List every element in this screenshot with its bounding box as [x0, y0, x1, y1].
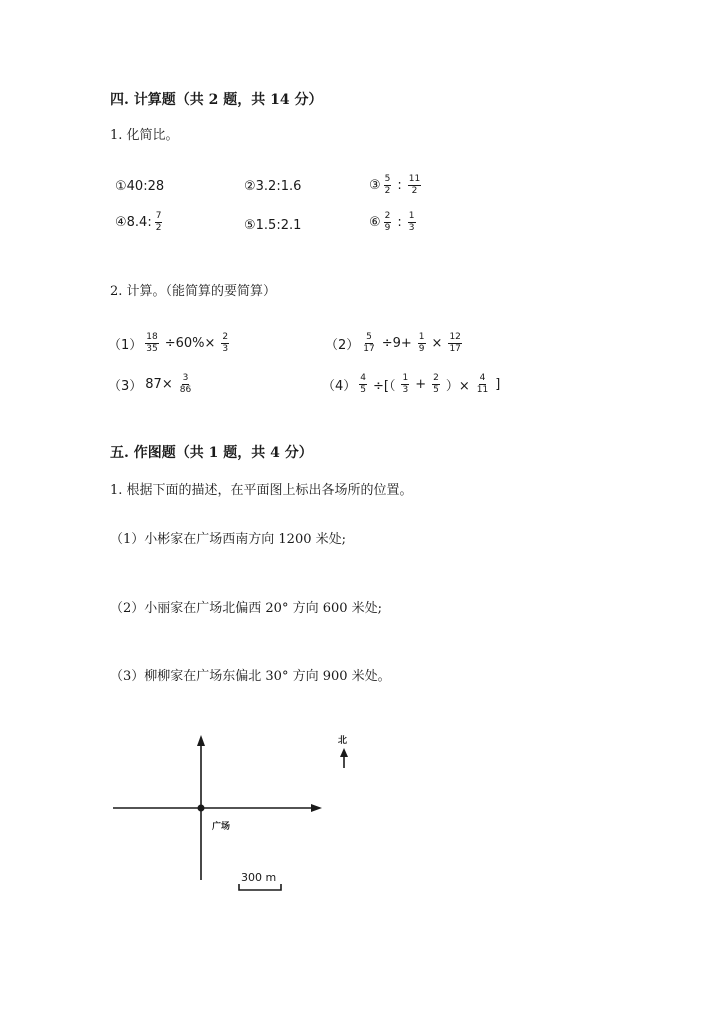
- section5-title: 五. 作图题（共 1 题，共 4 分）: [110, 445, 313, 461]
- fraction: $\frac{2}{9}$: [384, 211, 391, 233]
- location-line-1: （1）小彬家在广场西南方向 1200 米处;: [110, 532, 346, 547]
- fraction: $\frac{11}{2}$: [408, 174, 421, 196]
- fraction: $\frac{12}{17}$: [449, 332, 461, 354]
- scale-bar: [239, 884, 281, 890]
- q2-title: 2. 计算。（能简算的要简算）: [110, 284, 277, 299]
- fraction: $\frac{4}{5}$: [360, 373, 367, 395]
- fraction: $\frac{7}{2}$: [155, 211, 162, 233]
- fraction: $\frac{1}{3}$: [402, 373, 409, 395]
- q1-title: 1. 化简比。: [110, 128, 179, 143]
- fraction: $\frac{18}{35}$: [146, 332, 158, 354]
- plaza-point: [198, 805, 205, 812]
- fraction: $\frac{1}{3}$: [408, 211, 415, 233]
- fraction: $\frac{4}{11}$: [476, 373, 489, 395]
- scale-label: 300 m: [241, 871, 277, 884]
- fraction: $\frac{5}{17}$: [363, 332, 375, 354]
- fraction: $\frac{2}{3}$: [222, 332, 229, 354]
- ratio-item-6: ⑥ $\frac{2}{9}$ : $\frac{1}{3}$: [369, 211, 415, 233]
- calc-problem-2: （2） $\frac{5}{17}$ ÷9+ $\frac{1}{9}$ × $\frac{12}{17}$: [325, 332, 461, 354]
- calc-problem-3: （3） 87× $\frac{3}{86}$: [108, 373, 192, 395]
- ratio-item-2: ②3.2:1.6: [244, 179, 302, 194]
- fraction: $\frac{1}{9}$: [418, 332, 425, 354]
- north-label: 北: [338, 736, 348, 746]
- drawing-q1-title: 1. 根据下面的描述，在平面图上标出各场所的位置。: [110, 483, 413, 498]
- plaza-label: 广场: [212, 822, 231, 832]
- fraction: $\frac{3}{86}$: [179, 373, 192, 395]
- horizontal-axis-arrowhead: [311, 804, 322, 812]
- fraction: $\frac{5}{2}$: [384, 174, 391, 196]
- fraction: $\frac{2}{5}$: [433, 373, 439, 395]
- north-arrow-icon: [340, 748, 348, 757]
- vertical-axis-arrowhead: [197, 735, 205, 746]
- ratio-item-5: ⑤1.5:2.1: [244, 218, 302, 233]
- ratio-item-1: ①40:28: [115, 179, 165, 194]
- section4-title: 四. 计算题（共 2 题，共 14 分）: [110, 92, 323, 108]
- ratio-item-4: ④8.4: $\frac{7}{2}$: [115, 211, 162, 233]
- location-line-2: （2）小丽家在广场北偏西 20° 方向 600 米处;: [110, 601, 383, 616]
- calc-problem-4: （4） $\frac{4}{5}$ ÷[（ $\frac{1}{3}$ + $\frac{2}{5}$ ）× $\frac{4}{11}$ ]: [322, 373, 501, 395]
- location-line-3: （3）柳柳家在广场东偏北 30° 方向 900 米处。: [110, 669, 391, 684]
- calc-problem-1: （1） $\frac{18}{35}$ ÷60%× $\frac{2}{3}$: [108, 332, 229, 354]
- ratio-item-3: ③ $\frac{5}{2}$ : $\frac{11}{2}$: [369, 174, 421, 196]
